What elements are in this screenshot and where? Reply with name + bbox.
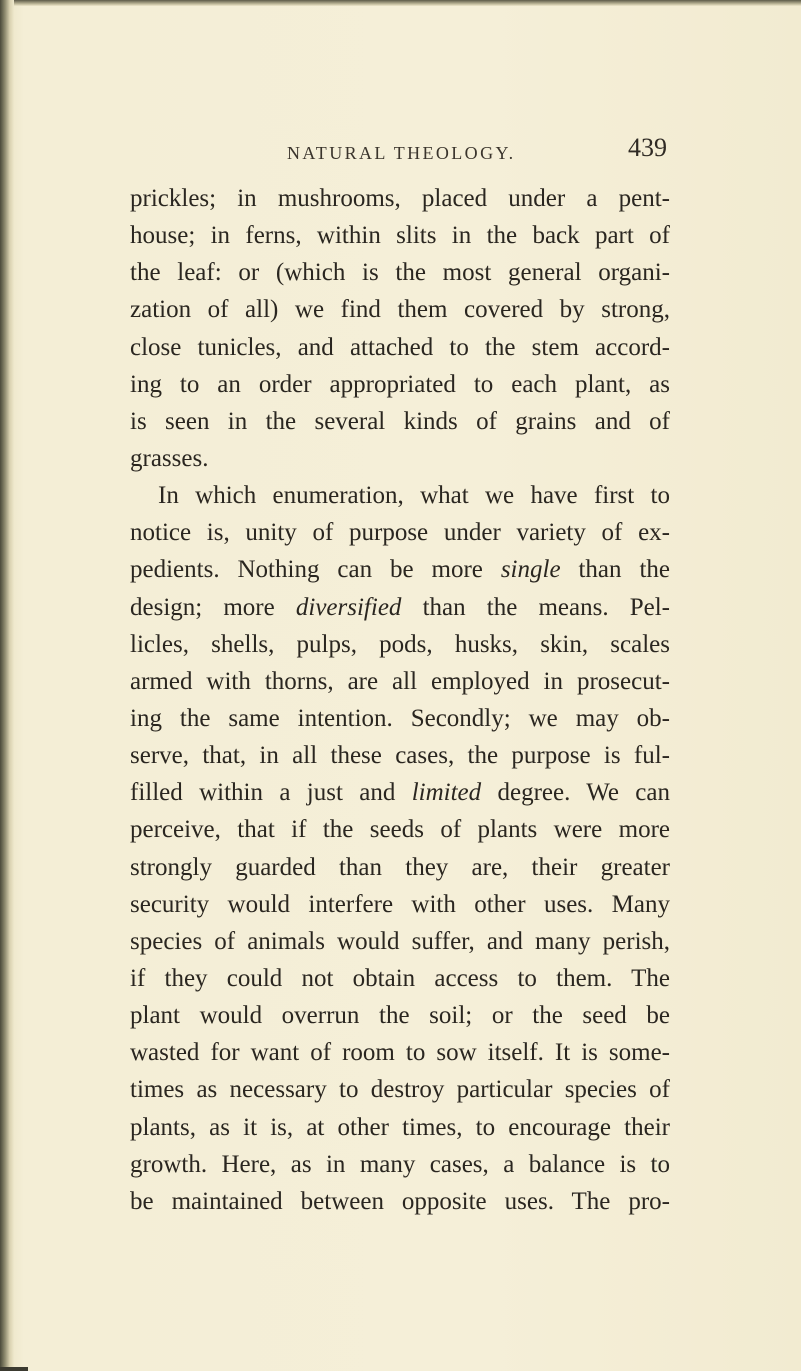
text-line: house; in ferns, within slits in the back part of: [130, 222, 670, 250]
text-line: the leaf: or (which is the most general organi-: [130, 259, 670, 287]
text-line: notice is, unity of purpose under variety of ex-: [130, 519, 670, 547]
body-text: [130, 180, 670, 1220]
text-line: ing the same intention. Secondly; we may ob-: [130, 704, 670, 732]
running-title: NATURAL THEOLOGY.: [287, 143, 516, 163]
italic-emphasis: limited: [411, 779, 482, 807]
text-line: plant would overrun the soil; or the seed be: [130, 1002, 670, 1030]
text-line: close tunicles, and attached to the stem accord-: [130, 333, 670, 361]
book-binding-edge: [0, 0, 14, 1371]
text-line: strongly guarded than they are, their greater: [130, 853, 670, 881]
page-number: 439: [628, 133, 667, 162]
text-line: security would interfere with other uses. Many: [130, 890, 670, 918]
text-line: if they could not obtain access to them. The: [130, 964, 670, 992]
text-line: growth. Here, as in many cases, a balance is to: [130, 1150, 670, 1178]
italic-emphasis: diversified: [295, 593, 402, 621]
italic-emphasis: single: [500, 556, 561, 584]
text-line: ing to an order appropriated to each plant, as: [130, 370, 670, 398]
binding-corner-mark: [0, 1367, 28, 1371]
text-line: is seen in the several kinds of grains and of: [130, 407, 670, 435]
text-line: be maintained between opposite uses. The pro-: [130, 1187, 670, 1215]
text-line: species of animals would suffer, and many perish,: [130, 927, 670, 955]
text-line: wasted for want of room to sow itself. It is some-: [130, 1039, 670, 1067]
text-line: licles, shells, pulps, pods, husks, skin, scales: [130, 630, 670, 658]
paragraph-first-line: In which enumeration, what we have first to: [158, 482, 670, 510]
text-line: prickles; in mushrooms, placed under a pent-: [130, 185, 670, 212]
text-line: design; more diversified than the means. Pel-: [130, 593, 670, 621]
text-line: serve, that, in all these cases, the purpose is ful-: [130, 742, 670, 770]
text-line: armed with thorns, are all employed in prosecut-: [130, 667, 670, 695]
text-line: plants, as it is, at other times, to encourage their: [130, 1113, 670, 1141]
text-line: pedients. Nothing can be more single than the: [130, 556, 670, 584]
text-line: perceive, that if the seeds of plants were more: [130, 816, 670, 844]
text-line: times as necessary to destroy particular species of: [130, 1076, 670, 1104]
text-line: grasses.: [130, 444, 209, 472]
page-top-edge: [0, 0, 801, 6]
page-header: [287, 133, 667, 169]
text-line: zation of all) we find them covered by strong,: [130, 296, 670, 324]
text-line: filled within a just and limited degree. We can: [130, 779, 670, 807]
